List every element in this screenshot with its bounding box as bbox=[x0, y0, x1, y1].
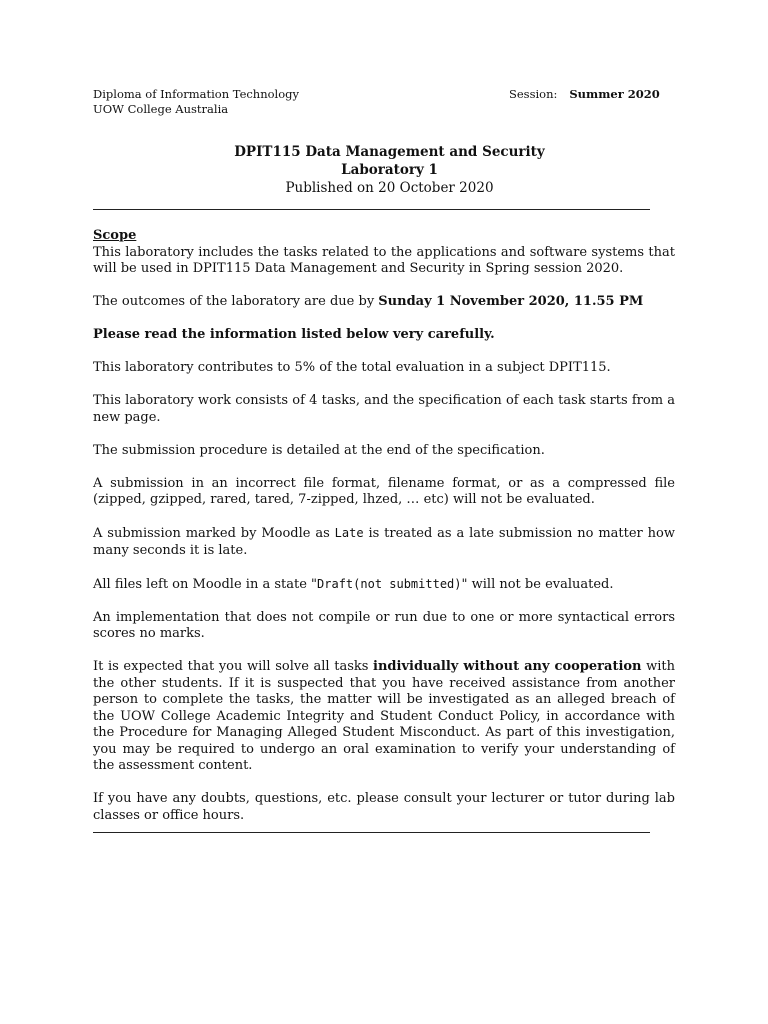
published-date: Published on 20 October 2020 bbox=[285, 180, 494, 196]
due-prefix: The outcomes of the laboratory are due by bbox=[93, 294, 379, 309]
draft-prefix: All files left on Moodle in a state " bbox=[93, 576, 318, 592]
session-value: Summer 2020 bbox=[569, 87, 660, 101]
bottom-divider bbox=[93, 832, 650, 833]
scope-paragraph bbox=[93, 228, 675, 278]
course-title: DPIT115 Data Management and Security bbox=[234, 144, 545, 160]
institution-name: UOW College Australia bbox=[93, 102, 229, 116]
draft-code: Draft(not submitted) bbox=[317, 576, 462, 591]
contribution-paragraph: This laboratory contributes to 5% of the total evaluation in a subject DPIT115. bbox=[93, 360, 611, 375]
format-paragraph: A submission in an incorrect file format, filename format, or as a compressed file (zipped, gzipped, rared, tared, 7-zipped, lhzed, … etc) will not be evaluated. bbox=[93, 475, 675, 507]
late-prefix: A submission marked by Moodle as bbox=[93, 526, 335, 541]
title-block bbox=[93, 143, 686, 197]
late-paragraph bbox=[93, 525, 675, 559]
integrity-suffix: with the other students. If it is suspected that you have received assistance from another person to complete the tasks, the matter will be investigated as an alleged breach of the UOW College Academic Integrity and Student Conduct Policy, in accordance with the Procedure for Managing Alleged Student Misconduct. As part of this investigation, you may be required to undergo an oral examination to verify your understanding of the assessment content. bbox=[93, 659, 676, 773]
program-name: Diploma of Information Technology bbox=[93, 87, 300, 101]
doubts-paragraph: If you have any doubts, questions, etc. please consult your lecturer or tutor during lab classes or office hours. bbox=[93, 791, 675, 823]
submission-paragraph: The submission procedure is detailed at the end of the specification. bbox=[93, 442, 545, 458]
compile-paragraph: An implementation that does not compile or run due to one or more syntactical errors scores no marks. bbox=[93, 609, 675, 641]
integrity-prefix: It is expected that you will solve all tasks bbox=[93, 659, 374, 674]
document-body bbox=[93, 228, 675, 830]
session-label: Session: bbox=[509, 87, 558, 101]
header-left bbox=[93, 87, 299, 117]
tasks-paragraph: This laboratory work consists of 4 tasks, and the specification of each task starts from a new page. bbox=[93, 393, 675, 425]
late-suffix: is treated as a late submission no matter how many seconds it is late. bbox=[93, 526, 675, 558]
integrity-bold: individually without any cooperation bbox=[373, 659, 642, 674]
late-code: Late bbox=[334, 526, 364, 540]
scope-heading: Scope bbox=[93, 228, 137, 243]
scope-text: This laboratory includes the tasks related to the applications and software systems that will be used in DPIT115 Data Management and Security in Spring session 2020. bbox=[93, 244, 675, 276]
read-notice-text: Please read the information listed below very carefully. bbox=[93, 327, 495, 342]
lab-title: Laboratory 1 bbox=[341, 162, 438, 178]
top-divider bbox=[93, 209, 650, 210]
integrity-paragraph bbox=[93, 659, 675, 775]
header-session bbox=[509, 87, 660, 102]
read-notice bbox=[93, 327, 675, 344]
draft-suffix: " will not be evaluated. bbox=[461, 576, 614, 592]
due-date: Sunday 1 November 2020, 11.55 PM bbox=[378, 294, 644, 309]
draft-paragraph bbox=[93, 576, 675, 594]
due-paragraph bbox=[93, 294, 675, 311]
